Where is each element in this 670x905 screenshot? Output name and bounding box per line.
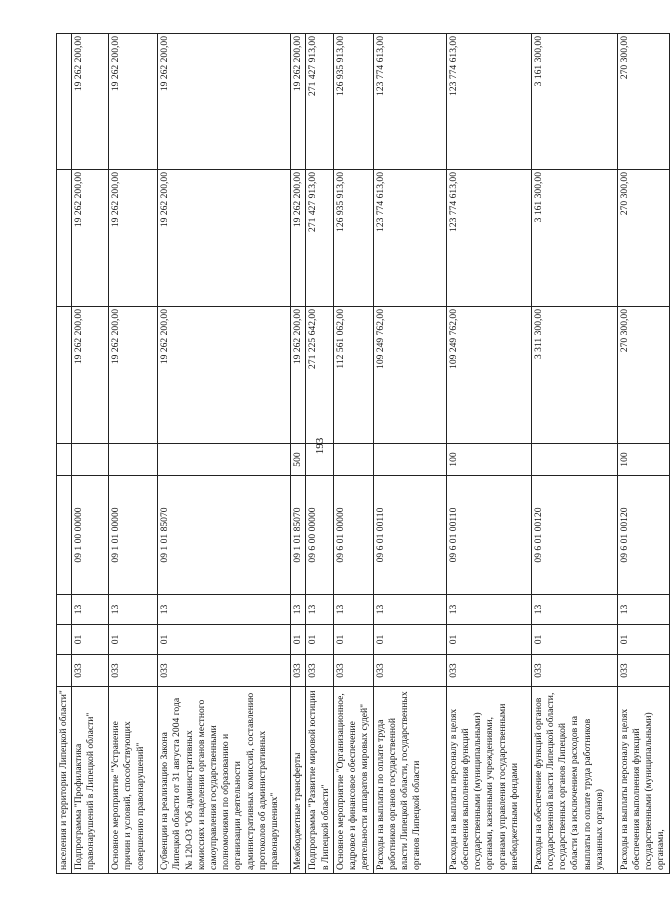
amount-year2-cell: 3 161 300,00 bbox=[531, 170, 617, 307]
admin-code-cell: 033 bbox=[333, 655, 373, 687]
amount-year3-cell: 123 774 613,00 bbox=[373, 34, 446, 170]
amount-year1-cell: 109 249 762,00 bbox=[446, 307, 531, 444]
amount-year1-cell: 19 262 200,00 bbox=[291, 307, 306, 444]
admin-code-cell bbox=[57, 655, 72, 687]
target-article-cell: 09 1 01 00000 bbox=[109, 476, 158, 595]
expense-type-cell bbox=[373, 444, 446, 476]
table-row bbox=[306, 34, 333, 874]
amount-year3-cell: 270 300,00 bbox=[617, 34, 669, 170]
expense-type-cell bbox=[109, 444, 158, 476]
expense-type-cell bbox=[57, 444, 72, 476]
amount-year2-cell: 270 300,00 bbox=[617, 170, 669, 307]
amount-year2-cell: 123 774 613,00 bbox=[373, 170, 446, 307]
row-name-cell: Расходы на выплаты персоналу в целях обеспечения выполнения функций государственными (муниципальными) органами, казенными учреждениями, органами управления государственными внебюджетными фондами bbox=[446, 687, 531, 874]
row-name-cell: Подпрограмма "Развитие мировой юстиции в Липецкой области" bbox=[306, 687, 333, 874]
amount-year1-cell: 19 262 200,00 bbox=[72, 307, 109, 444]
target-article-cell: 09 6 01 00110 bbox=[373, 476, 446, 595]
amount-year3-cell: 271 427 913,00 bbox=[306, 34, 333, 170]
amount-year1-cell: 3 311 300,00 bbox=[531, 307, 617, 444]
budget-table bbox=[56, 33, 670, 874]
amount-year2-cell: 271 427 913,00 bbox=[306, 170, 333, 307]
subsection-code-cell: 13 bbox=[158, 595, 291, 625]
table-row bbox=[531, 34, 617, 874]
row-name-cell: Основное мероприятие "Организационное, кадровое и финансовое обеспечение деятельности аппаратов мировых судей" bbox=[333, 687, 373, 874]
amount-year1-cell: 271 225 642,00 bbox=[306, 307, 333, 444]
amount-year1-cell: 109 249 762,00 bbox=[373, 307, 446, 444]
target-article-cell bbox=[57, 476, 72, 595]
row-name-cell: Субвенции на реализацию Закона Липецкой области от 31 августа 2004 года № 120-ОЗ "Об административных комиссиях и наделении органов местного самоуправления государственными полномочиями по образованию и организации деятельности административных комиссий, составлению протоколов об административных правонарушениях" bbox=[158, 687, 291, 874]
row-name-cell: Расходы на выплаты по оплате труда работников органов государственной власти Липецкой области, государственных органов Липецкой области bbox=[373, 687, 446, 874]
table-row bbox=[109, 34, 158, 874]
expense-type-cell bbox=[531, 444, 617, 476]
section-code-cell: 01 bbox=[333, 625, 373, 655]
amount-year3-cell: 3 161 300,00 bbox=[531, 34, 617, 170]
amount-year2-cell: 19 262 200,00 bbox=[158, 170, 291, 307]
row-name-cell: Межбюджетные трансферты bbox=[291, 687, 306, 874]
target-article-cell: 09 6 01 00120 bbox=[531, 476, 617, 595]
amount-year2-cell: 126 935 913,00 bbox=[333, 170, 373, 307]
section-code-cell: 01 bbox=[531, 625, 617, 655]
subsection-code-cell: 13 bbox=[373, 595, 446, 625]
table-row bbox=[57, 34, 72, 874]
table-row bbox=[617, 34, 669, 874]
amount-year3-cell: 19 262 200,00 bbox=[291, 34, 306, 170]
subsection-code-cell bbox=[57, 595, 72, 625]
section-code-cell: 01 bbox=[109, 625, 158, 655]
amount-year2-cell: 19 262 200,00 bbox=[72, 170, 109, 307]
row-name-cell: Подпрограмма "Профилактика правонарушений в Липецкой области" bbox=[72, 687, 109, 874]
expense-type-cell bbox=[306, 444, 333, 476]
target-article-cell: 09 1 01 85070 bbox=[291, 476, 306, 595]
rotated-table-container bbox=[56, 34, 667, 874]
target-article-cell: 09 6 00 00000 bbox=[306, 476, 333, 595]
table-row bbox=[446, 34, 531, 874]
admin-code-cell: 033 bbox=[446, 655, 531, 687]
table-row bbox=[333, 34, 373, 874]
target-article-cell: 09 1 01 85070 bbox=[158, 476, 291, 595]
row-name-cell: населения и территории Липецкой области" bbox=[57, 687, 72, 874]
section-code-cell: 01 bbox=[373, 625, 446, 655]
expense-type-cell: 100 bbox=[446, 444, 531, 476]
row-name-cell: Расходы на выплаты персоналу в целях обеспечения выполнения функций государственными (муниципальными) органами, bbox=[617, 687, 669, 874]
subsection-code-cell: 13 bbox=[617, 595, 669, 625]
subsection-code-cell: 13 bbox=[531, 595, 617, 625]
admin-code-cell: 033 bbox=[531, 655, 617, 687]
target-article-cell: 09 6 01 00000 bbox=[333, 476, 373, 595]
subsection-code-cell: 13 bbox=[446, 595, 531, 625]
expense-type-cell: 100 bbox=[617, 444, 669, 476]
target-article-cell: 09 6 01 00120 bbox=[617, 476, 669, 595]
amount-year3-cell: 19 262 200,00 bbox=[158, 34, 291, 170]
amount-year1-cell: 19 262 200,00 bbox=[109, 307, 158, 444]
amount-year3-cell bbox=[57, 34, 72, 170]
admin-code-cell: 033 bbox=[617, 655, 669, 687]
amount-year3-cell: 126 935 913,00 bbox=[333, 34, 373, 170]
subsection-code-cell: 13 bbox=[306, 595, 333, 625]
subsection-code-cell: 13 bbox=[333, 595, 373, 625]
section-code-cell: 01 bbox=[306, 625, 333, 655]
expense-type-cell bbox=[158, 444, 291, 476]
subsection-code-cell: 13 bbox=[109, 595, 158, 625]
subsection-code-cell: 13 bbox=[291, 595, 306, 625]
amount-year1-cell: 112 561 062,00 bbox=[333, 307, 373, 444]
admin-code-cell: 033 bbox=[109, 655, 158, 687]
amount-year2-cell: 123 774 613,00 bbox=[446, 170, 531, 307]
section-code-cell: 01 bbox=[617, 625, 669, 655]
section-code-cell: 01 bbox=[158, 625, 291, 655]
row-name-cell: Основное мероприятие "Устранение причин и условий, способствующих совершению правонарушений" bbox=[109, 687, 158, 874]
admin-code-cell: 033 bbox=[291, 655, 306, 687]
section-code-cell: 01 bbox=[291, 625, 306, 655]
amount-year3-cell: 19 262 200,00 bbox=[72, 34, 109, 170]
amount-year1-cell bbox=[57, 307, 72, 444]
page-number: 193 bbox=[314, 437, 326, 455]
section-code-cell: 01 bbox=[72, 625, 109, 655]
amount-year3-cell: 19 262 200,00 bbox=[109, 34, 158, 170]
expense-type-cell bbox=[333, 444, 373, 476]
admin-code-cell: 033 bbox=[158, 655, 291, 687]
table-row bbox=[158, 34, 291, 874]
admin-code-cell: 033 bbox=[306, 655, 333, 687]
section-code-cell bbox=[57, 625, 72, 655]
amount-year1-cell: 19 262 200,00 bbox=[158, 307, 291, 444]
subsection-code-cell: 13 bbox=[72, 595, 109, 625]
admin-code-cell: 033 bbox=[373, 655, 446, 687]
amount-year2-cell bbox=[57, 170, 72, 307]
table-row bbox=[291, 34, 306, 874]
amount-year2-cell: 19 262 200,00 bbox=[291, 170, 306, 307]
amount-year3-cell: 123 774 613,00 bbox=[446, 34, 531, 170]
target-article-cell: 09 6 01 00110 bbox=[446, 476, 531, 595]
table-row bbox=[373, 34, 446, 874]
amount-year1-cell: 270 300,00 bbox=[617, 307, 669, 444]
section-code-cell: 01 bbox=[446, 625, 531, 655]
expense-type-cell: 500 bbox=[291, 444, 306, 476]
amount-year2-cell: 19 262 200,00 bbox=[109, 170, 158, 307]
row-name-cell: Расходы на обеспечение функций органов государственной власти Липецкой области, государственных органов Липецкой области (за исключением расходов на выплаты по оплате труда работников указанных органов) bbox=[531, 687, 617, 874]
target-article-cell: 09 1 00 00000 bbox=[72, 476, 109, 595]
expense-type-cell bbox=[72, 444, 109, 476]
table-row bbox=[72, 34, 109, 874]
admin-code-cell: 033 bbox=[72, 655, 109, 687]
